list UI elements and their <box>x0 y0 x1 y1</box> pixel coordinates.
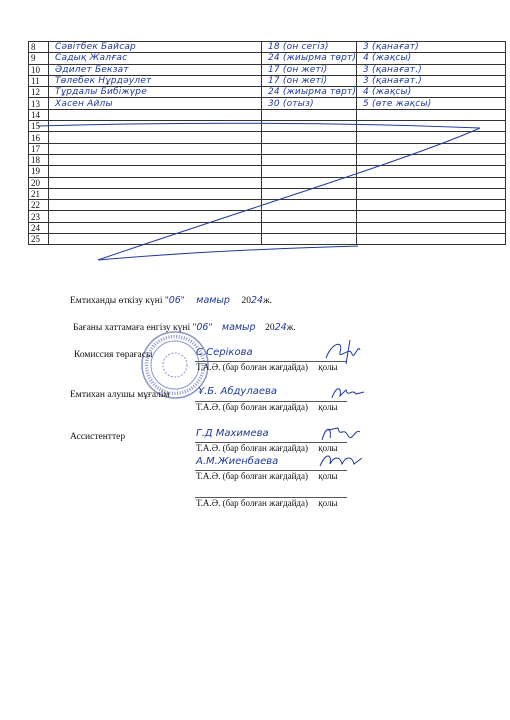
score-cell <box>262 75 357 86</box>
row-number: 20 <box>29 177 49 188</box>
quote-close: " <box>208 323 213 333</box>
student-name <box>49 53 262 64</box>
score-cell <box>262 98 357 109</box>
row-number: 8 <box>29 42 49 53</box>
grades-year-suffix: 24 <box>274 322 287 333</box>
examiner-name: Ұ.Б. Абдулаева <box>198 386 278 397</box>
assistant2-signature <box>318 450 364 472</box>
score-cell-text: 18 (он сегіз) <box>268 42 329 53</box>
grade-cell <box>357 98 506 109</box>
sign-word: қолы <box>318 443 338 453</box>
student-name-text: Садық Жалғас <box>55 53 128 64</box>
student-name-text: Хасен Айлы <box>55 98 113 109</box>
row-number: 19 <box>29 166 49 177</box>
commission-name: С.Серікова <box>196 347 253 358</box>
row-number: 9 <box>29 53 49 64</box>
table-row <box>29 98 506 109</box>
table-row <box>29 64 506 75</box>
table-row <box>29 75 506 86</box>
student-name <box>49 98 262 109</box>
assistant1-name: Г.Д Махимева <box>196 428 269 439</box>
caption-text: Т.А.Ә. (бар болған жағдайда) <box>196 498 308 508</box>
table-row <box>29 87 506 98</box>
exam-day: 06 <box>168 295 181 306</box>
grade-cell <box>357 42 506 53</box>
caption-text: Т.А.Ә. (бар болған жағдайда) <box>196 443 308 453</box>
sign-word: қолы <box>318 402 338 412</box>
score-cell <box>262 64 357 75</box>
commission-caption <box>196 362 338 372</box>
student-name <box>49 87 262 98</box>
row-number: 15 <box>29 121 49 132</box>
row-number: 14 <box>29 109 49 120</box>
exam-year-suffix: 24 <box>251 295 264 306</box>
table-row <box>29 53 506 64</box>
exam-date-label: Емтиханды өткізу күні <box>70 296 163 306</box>
row-number: 16 <box>29 132 49 143</box>
grade-cell <box>357 109 506 120</box>
score-cell-text: 30 (отыз) <box>268 98 314 109</box>
assistant1-caption <box>196 443 338 453</box>
grade-cell-text: 3 (қанағат.) <box>363 64 422 75</box>
score-cell <box>262 53 357 64</box>
row-number: 17 <box>29 143 49 154</box>
table-row <box>29 42 506 53</box>
grade-cell-text: 3 (қанағат) <box>363 42 419 53</box>
student-name <box>49 109 262 120</box>
grade-cell-text: 4 (жақсы) <box>363 87 412 98</box>
caption-text: Т.А.Ә. (бар болған жағдайда) <box>196 402 308 412</box>
examiner-caption <box>196 402 338 412</box>
exam-date-line <box>70 295 272 306</box>
exam-tail: ж. <box>263 296 273 306</box>
student-name-text: Сәвітбек Байсар <box>55 42 136 53</box>
examiner-label: Емтихан алушы мұғалім <box>70 390 170 400</box>
score-cell-text: 17 (он жеті) <box>268 76 328 87</box>
score-cell-text: 24 (жиырма төрт) <box>268 53 356 64</box>
row-number: 24 <box>29 222 49 233</box>
grades-tail: ж. <box>286 323 296 333</box>
grade-cell <box>357 75 506 86</box>
exam-month: мамыр <box>196 295 230 306</box>
row-number: 22 <box>29 200 49 211</box>
grade-cell-text: 3 (қанағат.) <box>363 76 422 87</box>
score-cell <box>262 109 357 120</box>
quote-open: " <box>164 296 169 306</box>
row-number: 25 <box>29 234 49 245</box>
row-number: 23 <box>29 211 49 222</box>
quote-close: " <box>180 296 185 306</box>
sign-word: қолы <box>318 498 338 508</box>
sign-word: қолы <box>318 362 338 372</box>
student-name-text: Төлебек Нұрдәулет <box>55 76 152 87</box>
grade-cell <box>357 87 506 98</box>
score-cell-text: 24 (жиырма төрт) <box>268 87 356 98</box>
grades-month: мамыр <box>221 322 256 333</box>
assistant2-name: А.М.Жиенбаева <box>196 456 279 467</box>
caption-text: Т.А.Ә. (бар болған жағдайда) <box>196 471 308 481</box>
student-name-text: Әдилет Бекзат <box>55 64 129 75</box>
row-number: 12 <box>29 87 49 98</box>
examiner-signature <box>330 384 366 402</box>
grade-cell <box>357 64 506 75</box>
score-cell <box>262 42 357 53</box>
row-number: 13 <box>29 98 49 109</box>
assistants-label: Ассистенттер <box>70 432 126 442</box>
assistant3-caption <box>196 498 338 508</box>
student-name <box>49 42 262 53</box>
table-row <box>29 109 506 120</box>
grade-cell-text: 4 (жақсы) <box>363 53 412 64</box>
assistant2-caption <box>196 471 338 481</box>
sign-word: қолы <box>318 471 338 481</box>
score-cell-text: 17 (он жеті) <box>268 64 328 75</box>
cancellation-stroke <box>28 120 488 270</box>
grade-cell <box>357 53 506 64</box>
grades-year-prefix: 20 <box>265 323 275 333</box>
row-number: 11 <box>29 75 49 86</box>
commission-label: Комиссия төрағасы <box>74 350 153 360</box>
row-number: 10 <box>29 64 49 75</box>
grades-day: 06 <box>196 322 209 333</box>
grade-cell-text: 5 (өте жақсы) <box>363 98 432 109</box>
caption-text: Т.А.Ә. (бар болған жағдайда) <box>196 362 308 372</box>
row-number: 21 <box>29 188 49 199</box>
student-name <box>49 64 262 75</box>
grades-date-label: Бағаны хаттамаға енгізу күні <box>73 323 191 333</box>
row-number: 18 <box>29 154 49 165</box>
score-cell <box>262 87 357 98</box>
exam-year-prefix: 20 <box>241 296 251 306</box>
student-name-text: Тұрдалы Бибіжүре <box>55 87 147 98</box>
quote-open: " <box>192 323 197 333</box>
student-name <box>49 75 262 86</box>
